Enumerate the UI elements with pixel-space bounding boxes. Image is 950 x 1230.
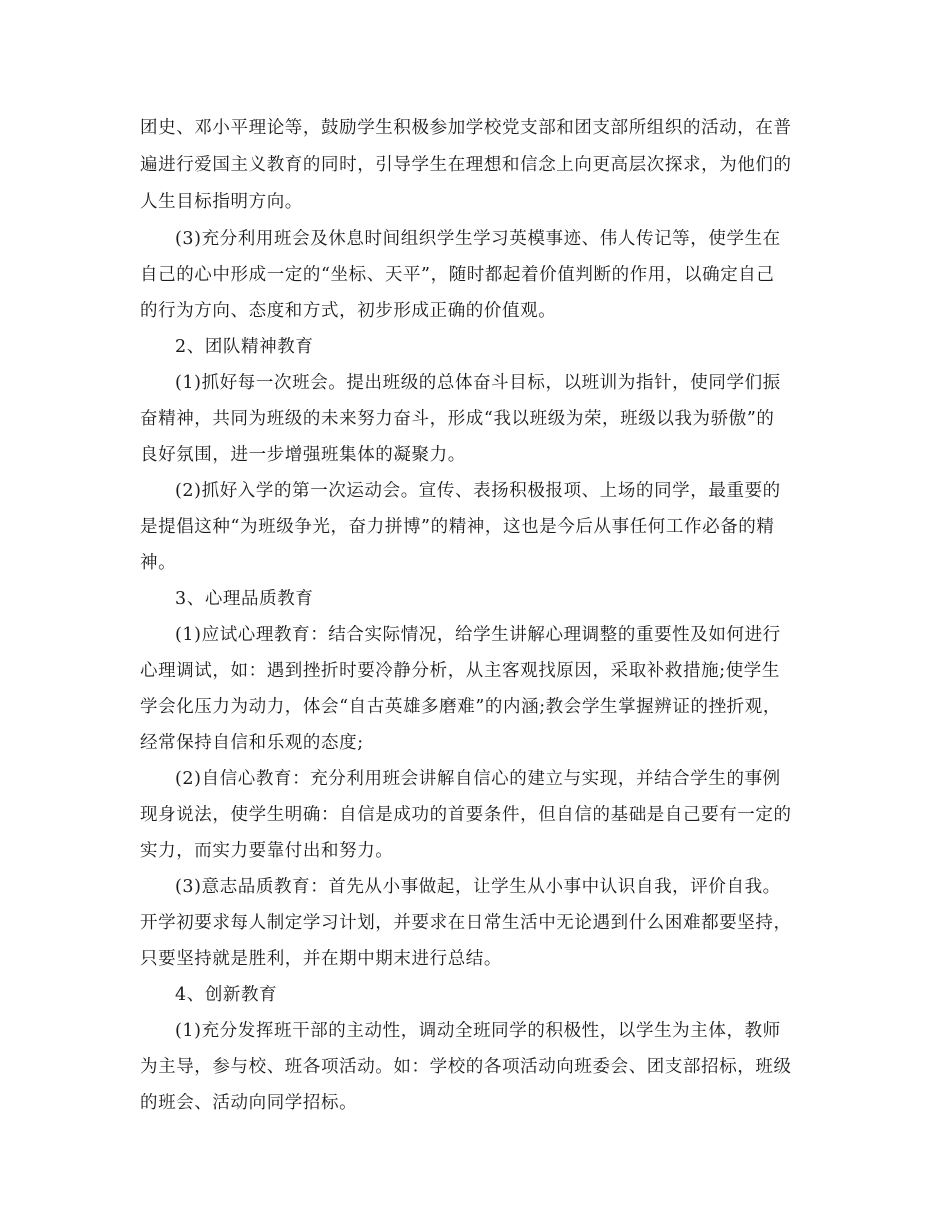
text-line: 神。 [140,553,177,573]
text-line: 的行为方向、态度和方式，初步形成正确的价值观。 [140,301,557,321]
section-heading: 3、心理品质教育 [175,589,314,609]
section-heading: 4、创新教育 [175,985,278,1005]
text-line: 实力，而实力要靠付出和努力。 [140,841,394,861]
text-line: 学会化压力为动力，体会“自古英雄多磨难”的内涵;教会学生掌握辨证的挫折观， [140,697,781,717]
text-line: 现身说法，使学生明确：自信是成功的首要条件，但自信的基础是自己要有一定的 [140,805,792,825]
text-line: (2)自信心教育：充分利用班会讲解自信心的建立与实现，并结合学生的事例 [175,769,781,789]
text-line: (1)充分发挥班干部的主动性，调动全班同学的积极性，以学生为主体，教师 [175,1021,781,1041]
text-line: 遍进行爱国主义教育的同时，引导学生在理想和信念上向更高层次探求，为他们的 [140,155,792,175]
text-line: (3)充分利用班会及休息时间组织学生学习英模事迹、伟人传记等，使学生在 [175,229,781,249]
text-line: 只要坚持就是胜利，并在期中期末进行总结。 [140,949,502,969]
text-line: 自己的心中形成一定的“坐标、天平”，随时都起着价值判断的作用，以确定自己 [140,265,775,285]
text-line: 的班会、活动向同学招标。 [140,1093,358,1113]
text-line: 经常保持自信和乐观的态度; [140,733,364,753]
text-line: 奋精神，共同为班级的未来努力奋斗，形成“我以班级为荣，班级以我为骄傲”的 [140,409,775,429]
text-line: (2)抓好入学的第一次运动会。宣传、表扬积极报项、上场的同学，最重要的 [175,481,781,501]
text-line: 人生目标指明方向。 [140,192,303,212]
text-line: 开学初要求每人制定学习计划，并要求在日常生活中无论遇到什么困难都要坚持， [140,913,792,933]
text-line: (1)抓好每一次班会。提出班级的总体奋斗目标，以班训为指针，使同学们振 [175,373,781,393]
text-line: 团史、邓小平理论等，鼓励学生积极参加学校党支部和团支部所组织的活动，在普 [140,118,792,138]
text-line: (3)意志品质教育：首先从小事做起，让学生从小事中认识自我，评价自我。 [175,877,781,897]
text-line: 为主导，参与校、班各项活动。如：学校的各项活动向班委会、团支部招标，班级 [140,1057,792,1077]
text-line: 良好氛围，进一步增强班集体的凝聚力。 [140,445,466,465]
text-line: 是提倡这种“为班级争光，奋力拼博”的精神，这也是今后从事任何工作必备的精 [140,517,775,537]
text-line: 心理调试，如：遇到挫折时要冷静分析，从主客观找原因，采取补救措施;使学生 [140,661,780,681]
section-heading: 2、团队精神教育 [175,337,314,357]
text-line: (1)应试心理教育：结合实际情况，给学生讲解心理调整的重要性及如何进行 [175,625,781,645]
